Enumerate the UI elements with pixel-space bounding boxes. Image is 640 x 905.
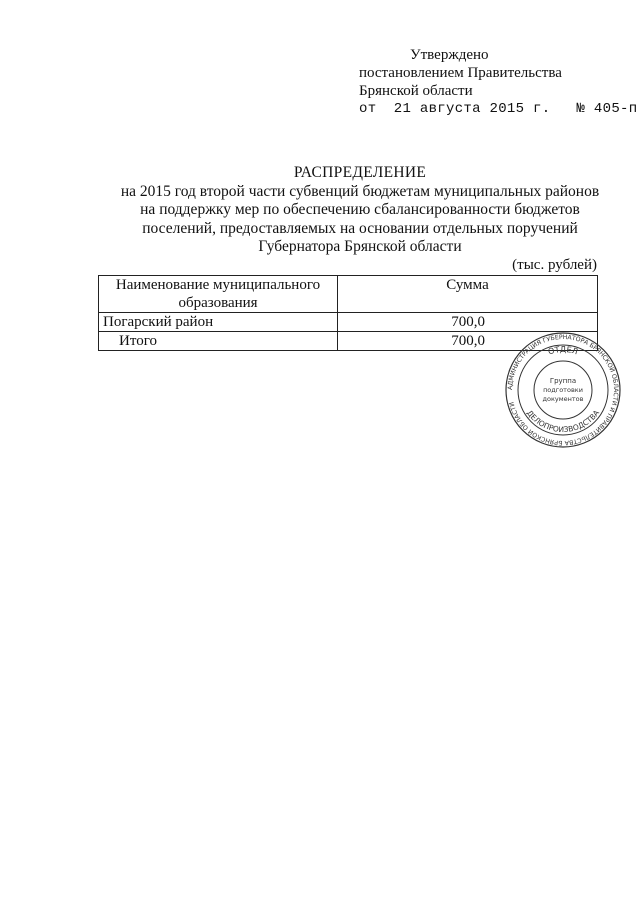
- title-line-2: на поддержку мер по обеспечению сбалансированности бюджетов: [140, 201, 580, 218]
- approval-block: [359, 46, 637, 118]
- title-line-4: Губернатора Брянской области: [258, 238, 462, 255]
- header-sum: Сумма: [338, 276, 598, 313]
- row-name: Погарский район: [99, 313, 338, 332]
- units-label: (тыс. рублей): [512, 257, 597, 273]
- table-row: [99, 313, 598, 332]
- header-name: Наименование муниципального образования: [99, 276, 338, 313]
- stamp-middle-bottom: ДЕЛОПРОИЗВОДСТВА: [524, 408, 602, 435]
- stamp-outer-text: АДМИНИСТРАЦИЯ ГУБЕРНАТОРА БРЯНСКОЙ ОБЛАСТИ И ПРАВИТЕЛЬСТВА БРЯНСКОЙ ОБЛАСТИ: [506, 333, 620, 447]
- stamp-inner-line-1: Группа: [549, 377, 577, 385]
- table-header-row: [99, 276, 598, 313]
- document-title: [100, 164, 620, 257]
- stamp-inner-line-3: документов: [542, 395, 584, 403]
- stamp-graphic: [503, 330, 623, 450]
- title-line-3: поселений, предоставляемых на основании отдельных поручений: [142, 219, 578, 237]
- approval-line-2: постановлением Правительства: [359, 65, 562, 81]
- official-stamp: [503, 330, 623, 450]
- total-label: Итого: [99, 332, 338, 351]
- stamp-middle-top: ОТДЕЛ: [547, 344, 579, 357]
- stamp-inner-line-2: подготовки: [543, 386, 583, 394]
- approval-line-1: Утверждено: [410, 47, 489, 63]
- total-sum: 700,0: [338, 332, 598, 351]
- title-line-1: на 2015 год второй части субвенций бюджетам муниципальных районов: [120, 182, 600, 200]
- title-heading: РАСПРЕДЕЛЕНИЕ: [293, 164, 427, 181]
- approval-line-3: Брянской области: [359, 83, 473, 99]
- row-sum: 700,0: [338, 313, 598, 332]
- approval-date-line: от 21 августа 2015 г. № 405-п: [359, 101, 638, 117]
